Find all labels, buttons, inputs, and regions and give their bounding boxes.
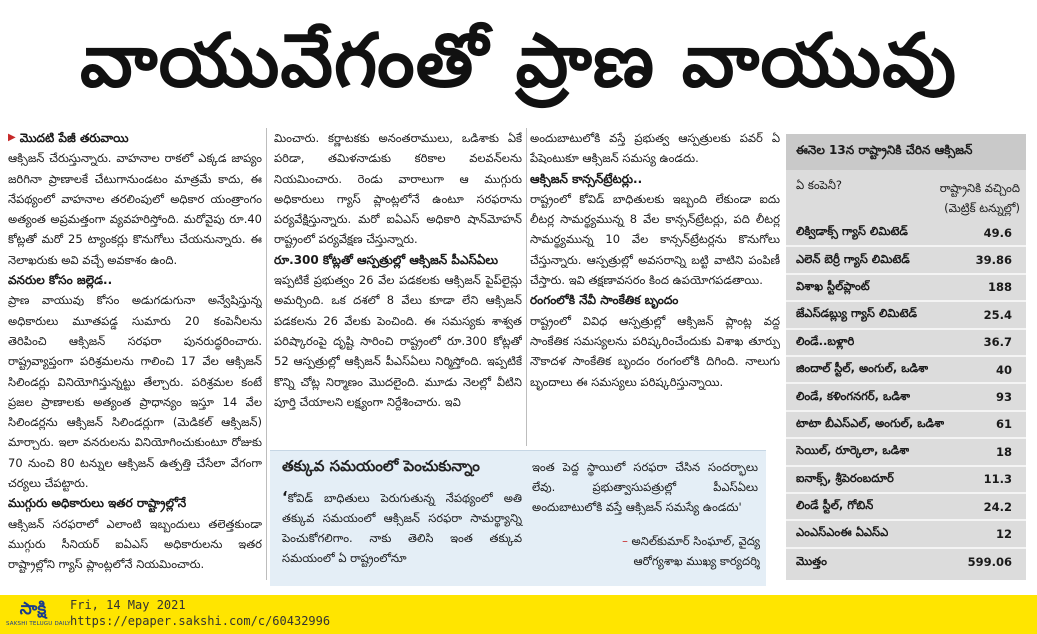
- quote-text-left: [282, 487, 522, 568]
- oxygen-quantity: 599.06: [967, 555, 1012, 570]
- subheading: ముగ్గురు అధికారులు ఇతర రాష్ట్రాల్లోనే: [8, 496, 187, 511]
- oxygen-table: [786, 134, 1026, 580]
- table-header-company: ఏ కంపెనీ?: [796, 178, 843, 192]
- table-title: ఈనెల 13న రాష్ట్రానికి చేరిన ఆక్సిజన్: [786, 134, 1026, 170]
- table-row: [786, 275, 1026, 302]
- headline: వాయువేగంతో ప్రాణ వాయువు: [80, 18, 957, 104]
- company-name: జిందాల్ స్టీల్, అంగుల్, ఒడిశా: [796, 361, 929, 376]
- article-column-3: [530, 128, 780, 428]
- company-name: టాటా బీఎస్‌ఎల్, అంగుల్, ఒడిశా: [796, 415, 945, 430]
- quote-title: తక్కువ సమయంలో పెంచుకున్నాం: [282, 457, 480, 475]
- oxygen-quantity: 49.6: [983, 225, 1012, 240]
- table-row: [786, 330, 1026, 357]
- oxygen-quantity: 188: [987, 280, 1012, 295]
- table-total-row: [786, 549, 1026, 576]
- quote-author-title: ఆరోగ్యశాఖ ముఖ్య కార్యదర్శి: [633, 554, 760, 568]
- table-row: [786, 521, 1026, 548]
- table-row: [786, 439, 1026, 466]
- edition-date: Fri, 14 May 2021: [70, 598, 186, 612]
- continued-kicker: [8, 128, 262, 148]
- oxygen-quantity: 39.86: [975, 253, 1012, 268]
- company-name: విశాఖ స్టీల్‌ప్లాంట్: [796, 278, 870, 293]
- table-row: [786, 412, 1026, 439]
- paragraph: రాష్ట్రంలో వివిధ ఆస్పత్రుల్లో ఆక్సిజన్ ప్లాంట్ల వద్ద సాంకేతిక సమస్యలను పరిష్కరించేందుకు విశాఖ తూర్పు నౌకాదళ సాంకేతిక బృందం రంగంలోకి దిగింది. నాలుగు బృందాలు ఈ సమస్యలు పరిష్కరిస్తున్నాయి.: [530, 313, 780, 389]
- table-row: [786, 384, 1026, 411]
- paragraph: ఆక్సిజన్ సరఫరాలో ఎలాంటి ఇబ్బందులు తలెత్తకుండా ముగ్గురు సీనియర్ ఐఏఎస్ అధికారులను ఇతర రాష్ట్రాల్లోని గ్యాస్ ప్లాంట్లలోనే నియమించారు.: [8, 516, 262, 572]
- company-name: సెయిల్, రూర్కెలా, ఒడిశా: [796, 443, 910, 458]
- quote-mark-icon: ‘: [282, 488, 288, 506]
- company-name: లిండే..బళ్లారి: [796, 333, 855, 348]
- oxygen-quantity: 93: [995, 390, 1012, 405]
- oxygen-quantity: 18: [995, 444, 1012, 459]
- logo-tagline: SAKSHI TELUGU DAILY: [6, 621, 71, 627]
- table-row: [786, 357, 1026, 384]
- quote-attribution: [532, 531, 760, 571]
- company-name: ఎంఎస్ఎంఈ ఏఎస్ఎ: [796, 525, 889, 540]
- subheading: రూ.300 కోట్లతో ఆస్పత్రుల్లో ఆక్సిజన్‌ పీఎస్‌ఏలు: [274, 252, 499, 267]
- company-name: లిక్విడాక్స్ గ్యాస్ లిమిటెడ్: [796, 224, 908, 239]
- oxygen-quantity: 24.2: [983, 499, 1012, 514]
- table-row: [786, 494, 1026, 521]
- column-divider: [526, 128, 527, 446]
- quote-text-right: ఇంత పెద్ద స్థాయిలో సరఫరా చేసిన సందర్భాలు లేవు. ప్రభుత్వాసుపత్రుల్లో పీఎస్‌ఏలు అందుబాటులోకి వస్తే ఆక్సిజన్ సమస్యే ఉండదు': [532, 460, 758, 514]
- epaper-url-link[interactable]: https://epaper.sakshi.com/c/60432996: [70, 614, 331, 628]
- triangle-bullet-icon: ▶: [8, 132, 16, 143]
- paragraph: ఆక్సిజన్‌ చేరుస్తున్నారు. వాహనాల రాకలో ఎక్కడ జాప్యం జరిగినా ప్రాణాలకే చేటుగానుండటం మాత్రమే కాదు, ఈ నేపథ్యంలో వాహనాల తరలింపులో అధికార యంత్రాంగం అత్యంత అప్రమత్తంగా వ్యవహరిస్తోంది. మరోవైపు రూ.40 కోట్లతో మరో 25 ట్యాంకర్లు కొనుగోలు చేయనున్నారు. ఈ నెలాఖరుకు అవి వచ్చే అవకాశం ఉంది.: [8, 151, 262, 267]
- logo-wordmark: సాక్షి: [19, 599, 47, 619]
- company-name: జేఎస్‌డబ్ల్యు గ్యాస్ లిమిటెడ్: [796, 306, 917, 321]
- table-row: [786, 302, 1026, 329]
- paragraph: రాష్ట్రంలో కోవిడ్ బాధితులకు ఇబ్బంది లేకుండా ఐదు లీటర్ల సామర్థ్యమున్న 8 వేల కాన్సన్‌ట్రేటర్లు, పది లీటర్ల సామర్థ్యమున్న 10 వేల కాన్సన్‌ట్రేటర్లను కొనుగోలు చేస్తున్నారు. ఆస్పత్రుల్లో అవసరాన్ని బట్టి వాటిని పంపిణీ చేస్తారు. ఇవి తక్షణావసరం కింద ఉపయోగపడతాయి.: [530, 191, 780, 288]
- quote-author: అనిల్‌కుమార్ సింఘాల్, వైద్య: [631, 534, 760, 548]
- company-name: ఎలెన్ బెర్రీ గ్యాస్ లిమిటెడ్: [796, 251, 910, 266]
- company-name: మొత్తం: [796, 553, 827, 568]
- oxygen-quantity: 25.4: [983, 307, 1012, 322]
- sakshi-logo[interactable]: [6, 599, 71, 630]
- table-row: [786, 467, 1026, 494]
- column-divider: [266, 128, 267, 580]
- table-header-quantity: రాష్ట్రానికి వచ్చింది (మెట్రిక్ టన్నుల్లో): [939, 181, 1020, 215]
- article-column-1: [8, 128, 262, 580]
- oxygen-quantity: 40: [995, 362, 1012, 377]
- oxygen-quantity: 11.3: [983, 472, 1012, 487]
- oxygen-quantity: 12: [995, 526, 1012, 541]
- footer-bar: [0, 595, 1037, 634]
- table-body: [786, 220, 1026, 576]
- paragraph: ప్రాణ వాయువు కోసం అడుగడుగునా అన్వేషిస్తున్న అధికారులు మూతపడ్డ సుమారు 20 కంపెనీలను తెరిపించి ఆక్సిజన్ సరఫరా పునరుద్ధరించారు. రాష్ట్రవ్యాప్తంగా పరిశ్రమలను గాలించి 17 వేల ఆక్సిజన్ సిలిండర్లు వినియోగిస్తున్నట్టు తేల్చారు. పరిశ్రమల కంటే ప్రజల ప్రాణాలకు అత్యంత ప్రాధాన్యం ఇస్తూ 14 వేల సిలిండర్లను ఆక్సిజన్ సిలిండర్లుగా (మెడికల్ ఆక్సిజన్‌) మార్చారు. ఇలా వనరులను వినియోగించుకుంటూ రోజుకు 70 నుంచి 80 టన్నుల ఆక్సిజన్ ఉత్పత్తి చేసేలా వేగంగా చర్యలు చేపట్టారు.: [8, 293, 262, 491]
- subheading: రంగంలోకి నేవీ సాంకేతిక బృందం: [530, 293, 679, 308]
- company-name: లిండే, కళింగనగర్, ఒడిశా: [796, 388, 911, 403]
- paragraph: ఇప్పటికే ప్రభుత్వం 26 వేల పడకలకు ఆక్సిజన్ పైప్‌లైన్లు అమర్చింది. ఒక దశలో 8 వేలు కూడా లేని ఆక్సిజన్ పడకలను 26 వేలకు పెంచింది. ఈ సమస్యకు శాశ్వత పరిష్కారంపై దృష్టి సారించి రాష్ట్రంలో రూ.300 కోట్లతో 52 ఆస్పత్రుల్లో ఆక్సిజన్ పీఎస్‌ఏలు నిర్మిస్తోంది. ఇప్పటికే కొన్ని చోట్ల నిర్మాణం మొదలైంది. మూడు నెలల్లో వీటిని పూర్తి చేయాలని లక్ష్యంగా నిర్దేశించారు. ఇవి: [274, 273, 522, 409]
- paragraph: మించారు. కర్ణాటకకు అనంతరాములు, ఒడిశాకు ఏకే పరిడా, తమిళనాడుకు కరికాల వలవన్‌లను నియమించారు. రెండు వారాలుగా ఆ ముగ్గురు అధికారులు గ్యాస్ ప్లాంట్లలోనే ఉంటూ సరఫరాను పర్యవేక్షిస్తున్నారు. మరో ఐఏఎస్ అధికారి షాన్‌మోహన్ రాష్ట్రంలో పర్యవేక్షణ చేస్తున్నారు.: [274, 131, 522, 247]
- paragraph: అందుబాటులోకి వస్తే ప్రభుత్వ ఆస్పత్రులకు పవర్ ఏ పేషెంటుకూ ఆక్సిజన్ సమస్య ఉండదు.: [530, 131, 780, 166]
- oxygen-quantity: 61: [995, 417, 1012, 432]
- article-column-2: [274, 128, 522, 446]
- company-name: ఐనాక్స్, శ్రీపెరంబదూర్: [796, 470, 894, 485]
- quote-left-text: కోవిడ్ బాధితులు పెరుగుతున్న నేపథ్యంలో అతి తక్కువ సమయంలో ఆక్సిజన్ సరఫరా సామర్థ్యాన్ని పెంచుకోగలిగాం. నాకు తెలిసి ఇంత తక్కువ సమయంలో ఏ రాష్ట్రంలోనూ: [282, 491, 522, 565]
- oxygen-quantity: 36.7: [983, 335, 1012, 350]
- company-name: లిండే స్టీల్, గోబిన్: [796, 498, 874, 513]
- subheading: వనరుల కోసం జల్లెడ..: [8, 273, 113, 288]
- table-row: [786, 220, 1026, 247]
- kicker-text: మొదటి పేజీ తరువాయి: [19, 131, 129, 145]
- attribution-dash: –: [622, 534, 632, 548]
- quote-box: [270, 450, 766, 586]
- table-row: [786, 247, 1026, 274]
- subheading: ఆక్సిజన్ కాన్సన్‌ట్రేటర్లు..: [530, 171, 643, 186]
